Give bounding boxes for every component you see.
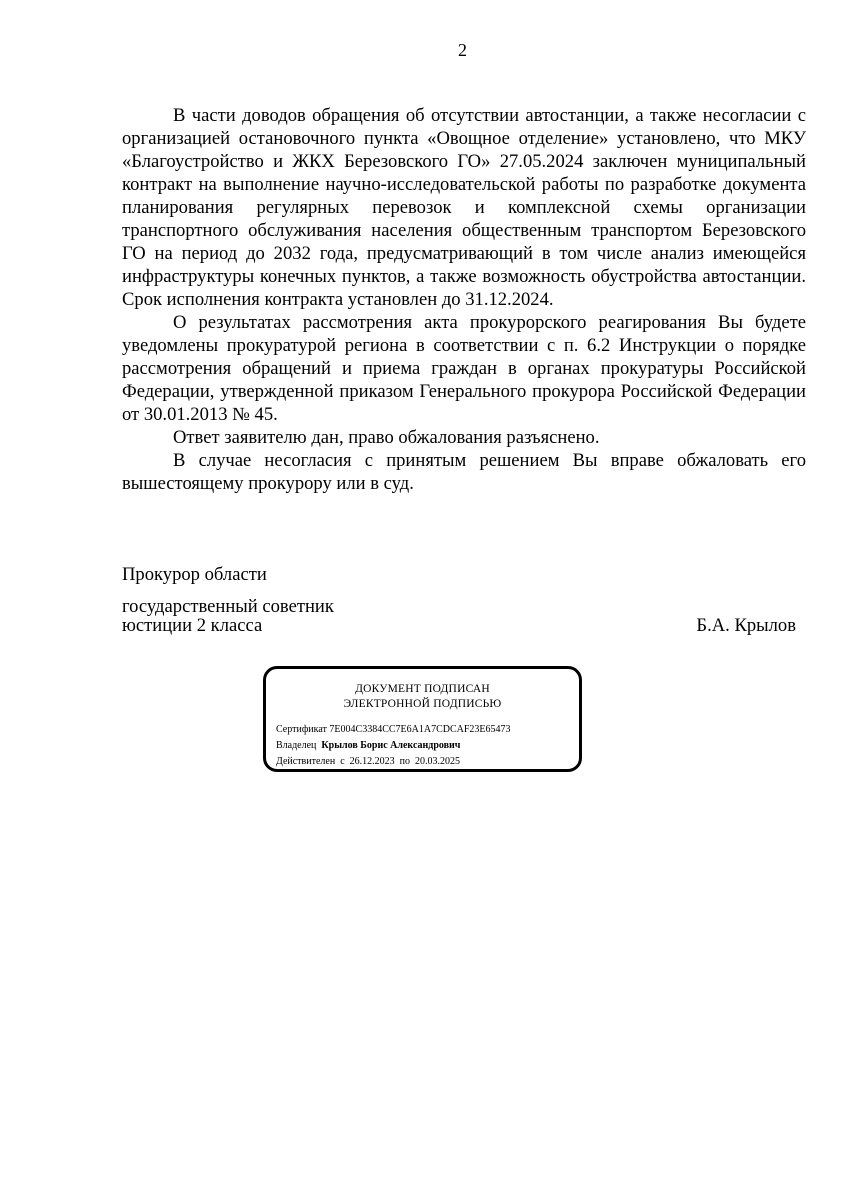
signer-name: Б.А. Крылов: [696, 615, 796, 636]
paragraph-answer-given: Ответ заявителю дан, право обжалования разъяснено.: [173, 427, 600, 448]
stamp-valid-from: 26.12.2023: [349, 756, 395, 767]
paragraph-appeal-rights: В случае несогласия с принятым решением Вы вправе обжаловать его вышестоящему прокурору или в суд.: [122, 450, 806, 494]
stamp-valid-label: Действителен: [276, 756, 336, 767]
paragraph-notification: О результатах рассмотрения акта прокурорского реагирования Вы будете уведомлены прокуратурой региона в соответствии с п. 6.2 Инструкции о порядке рассмотрения обращений и приема граждан в органах прокуратуры Российской Федерации, утвержденной приказом Генерального прокурора Российской Федерации от 30.01.2013 № 45.: [122, 312, 806, 425]
stamp-valid-from-prefix: с: [340, 756, 345, 767]
stamp-owner-value: Крылов Борис Александрович: [321, 740, 461, 751]
electronic-signature-stamp: [263, 666, 582, 772]
signer-rank-line-2: юстиции 2 класса: [122, 615, 263, 636]
stamp-valid-to: 20.03.2025: [415, 756, 461, 767]
stamp-header-line-1: ДОКУМЕНТ ПОДПИСАН: [355, 683, 490, 695]
page-number: 2: [458, 40, 467, 60]
signer-title: Прокурор области: [122, 564, 267, 585]
paragraph-bus-station: В части доводов обращения об отсутствии автостанции, а также несогласии с организацией остановочного пункта «Овощное отделение» установлено, что МКУ «Благоустройство и ЖКХ Березовского ГО» 27.05.2024 заключен муниципальный контракт на выполнение научно-исследовательской работы по разработке документа планирования регулярных перевозок и комплексной схемы организации транспортного обслуживания населения общественным транспортом Березовского ГО на период до 2032 года, предусматривающий в том числе анализ имеющейся инфраструктуры конечных пунктов, а также возможность обустройства автостанции. Срок исполнения контракта установлен до 31.12.2024.: [122, 105, 806, 310]
signer-rank-line-1: государственный советник: [122, 596, 334, 617]
stamp-validity-row: [276, 754, 511, 770]
stamp-owner-row: [276, 738, 511, 754]
letter-body: [122, 104, 806, 495]
stamp-header-line-2: ЭЛЕКТРОННОЙ ПОДПИСЬЮ: [343, 698, 502, 710]
stamp-details: [276, 722, 511, 770]
stamp-certificate-value: 7E004C3384CC7E6A1A7CDCAF23E65473: [329, 724, 511, 735]
stamp-owner-label: Владелец: [276, 740, 317, 751]
stamp-certificate-row: [276, 722, 511, 738]
stamp-valid-to-prefix: по: [399, 756, 411, 767]
signer-rank: [122, 597, 334, 635]
stamp-certificate-label: Сертификат: [276, 724, 327, 735]
stamp-header: [266, 682, 579, 712]
